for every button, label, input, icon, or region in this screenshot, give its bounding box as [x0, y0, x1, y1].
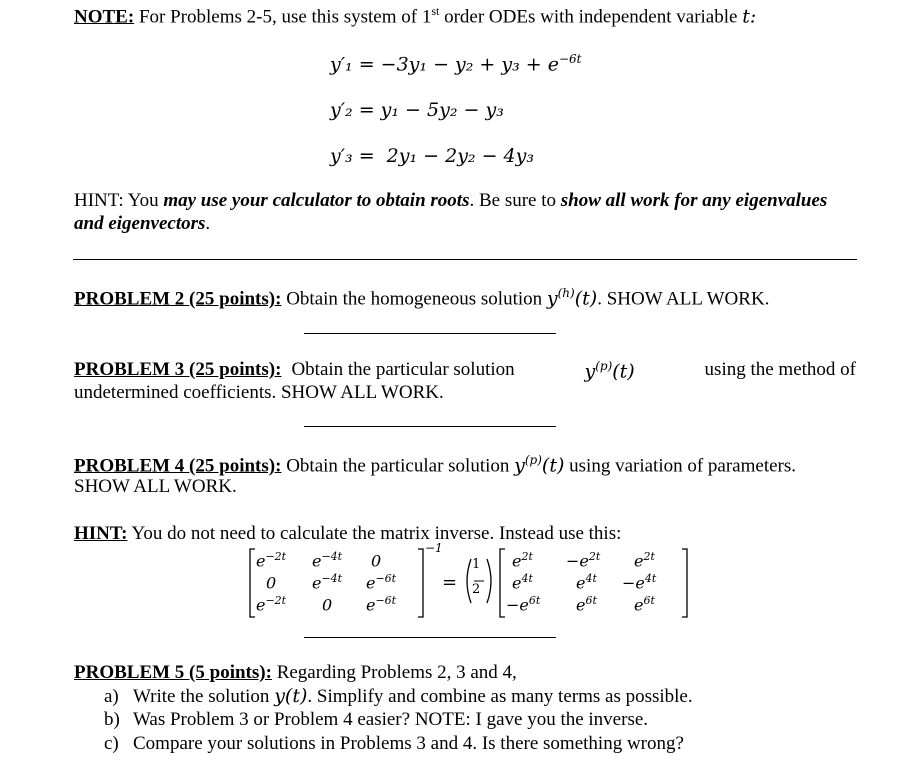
hint-2	[74, 523, 621, 545]
equation-2	[330, 99, 504, 121]
equals-sign: =	[442, 572, 458, 593]
eq1-exp: −6t	[558, 52, 582, 66]
right-cell-3-2: $e^{6t}$	[576, 594, 597, 615]
problem-4-text: Obtain the particular solution	[281, 455, 515, 477]
problem-2-tail: . SHOW ALL WORK.	[597, 288, 770, 310]
problem-3-math: y	[584, 360, 596, 383]
problem-3-line-2: undetermined coefficients. SHOW ALL WORK.	[74, 382, 444, 403]
right-cell-2-3: $-e^{4t}$	[622, 572, 657, 593]
right-cell-1-1: $e^{2t}$	[512, 550, 533, 571]
item-a-tail: . Simplify and combine as many terms as possible.	[307, 686, 693, 707]
problem-4-math: y	[514, 454, 525, 477]
item-a-math: y(t)	[274, 685, 308, 707]
item-c-text: Compare your solutions in Problems 3 and 4. Is there something wrong?	[133, 733, 684, 754]
problem-3-label: PROBLEM 3 (25 points):	[74, 359, 282, 380]
right-cell-2-1: $e^{4t}$	[512, 572, 533, 593]
problem-5	[74, 662, 517, 684]
equation-3	[330, 145, 534, 167]
right-cell-1-2: $-e^{2t}$	[566, 550, 601, 571]
divider-4	[304, 637, 556, 638]
problem-3-text: Obtain the particular solution	[291, 359, 515, 380]
problem-5-item-b	[104, 709, 648, 731]
item-b-text: Was Problem 3 or Problem 4 easier? NOTE: I gave you the inverse.	[133, 709, 649, 730]
equation-1	[330, 52, 582, 75]
problem-4-label: PROBLEM 4 (25 points):	[74, 455, 282, 477]
problem-2-math-end: (t)	[574, 287, 598, 310]
note-label: NOTE:	[74, 6, 135, 28]
fraction-numerator: 1	[472, 557, 481, 572]
note-sup: st	[431, 4, 440, 18]
left-cell-1-2: $e^{-4t}$	[312, 550, 343, 571]
item-a-text: Write the solution	[133, 686, 275, 707]
left-cell-1-1: $e^{-2t}$	[256, 550, 287, 571]
right-cell-1-3: $e^{2t}$	[634, 550, 655, 571]
problem-5-item-a	[104, 685, 693, 708]
left-cell-3-2: 0	[322, 595, 333, 615]
note-text-after: order ODEs with independent variable	[439, 6, 743, 28]
left-cell-1-3: 0	[371, 551, 382, 571]
item-a-marker: a)	[104, 686, 119, 707]
hint1-bold-3: and eigenvectors	[74, 213, 206, 234]
problem-4-math-end: (t)	[541, 454, 565, 477]
hint-2-text: You do not need to calculate the matrix inverse. Instead use this:	[127, 523, 622, 544]
problem-2-text: Obtain the homogeneous solution	[281, 288, 547, 310]
note-line	[74, 4, 756, 28]
problem-3-math-end: (t)	[612, 360, 635, 383]
eq2-lhs: y′₂ =	[330, 99, 375, 121]
left-cell-2-1: 0	[266, 573, 277, 593]
problem-3-tail: using the method of	[704, 359, 856, 380]
eq1-lhs: y′₁ =	[330, 53, 375, 76]
problem-5-item-c	[104, 733, 684, 755]
right-cell-3-3: $e^{6t}$	[634, 594, 655, 615]
note-text: For Problems 2-5, use this system of 1	[134, 6, 432, 28]
eq3-lhs: y′₃ =	[330, 145, 375, 167]
problem-2-label: PROBLEM 2 (25 points):	[74, 288, 282, 310]
inverse-exponent: −1	[425, 541, 443, 555]
item-b-marker: b)	[104, 709, 120, 730]
hint-1-line-1	[74, 190, 827, 212]
problem-3	[74, 359, 856, 383]
divider-3	[304, 426, 556, 427]
problem-5-text: Regarding Problems 2, 3 and 4,	[271, 662, 517, 683]
right-cell-2-2: $e^{4t}$	[576, 572, 597, 593]
problem-4-tail: using variation of parameters.	[564, 455, 797, 477]
left-cell-3-3: $e^{-6t}$	[366, 594, 397, 615]
note-var: t:	[742, 5, 757, 28]
problem-5-label: PROBLEM 5 (5 points):	[74, 662, 272, 683]
problem-4	[74, 453, 796, 477]
hint-2-label: HINT:	[74, 523, 128, 544]
hint1-bold-2: show all work for any eigenvalues	[560, 190, 828, 211]
eq1-rhs: −3y₁ − y₂ + y₃ + e	[380, 53, 559, 76]
left-cell-3-1: $e^{-2t}$	[256, 594, 287, 615]
hint1-middle: . Be sure to	[469, 190, 561, 211]
left-cell-2-2: $e^{-4t}$	[312, 572, 343, 593]
problem-2-math: y	[546, 287, 558, 310]
left-cell-2-3: $e^{-6t}$	[366, 572, 397, 593]
section-divider	[73, 259, 857, 260]
hint1-bold-1: may use your calculator to obtain roots	[163, 190, 470, 211]
item-c-marker: c)	[104, 733, 119, 754]
hint1-end: .	[205, 213, 211, 234]
problem-4-line-2: SHOW ALL WORK.	[74, 476, 237, 497]
problem-4-sup: (p)	[524, 453, 542, 467]
hint-1-line-2	[74, 213, 210, 235]
fraction-denominator: 2	[472, 582, 481, 597]
eq3-rhs: 2y₁ − 2y₂ − 4y₃	[386, 145, 534, 167]
hint1-prefix: HINT: You	[74, 190, 164, 211]
divider-2	[304, 333, 556, 334]
right-cell-3-1: $-e^{6t}$	[506, 594, 541, 615]
problem-3-sup: (p)	[595, 359, 613, 373]
eq2-rhs: y₁ − 5y₂ − y₃	[380, 99, 504, 121]
problem-2	[74, 286, 769, 310]
problem-2-sup: (h)	[557, 286, 575, 300]
